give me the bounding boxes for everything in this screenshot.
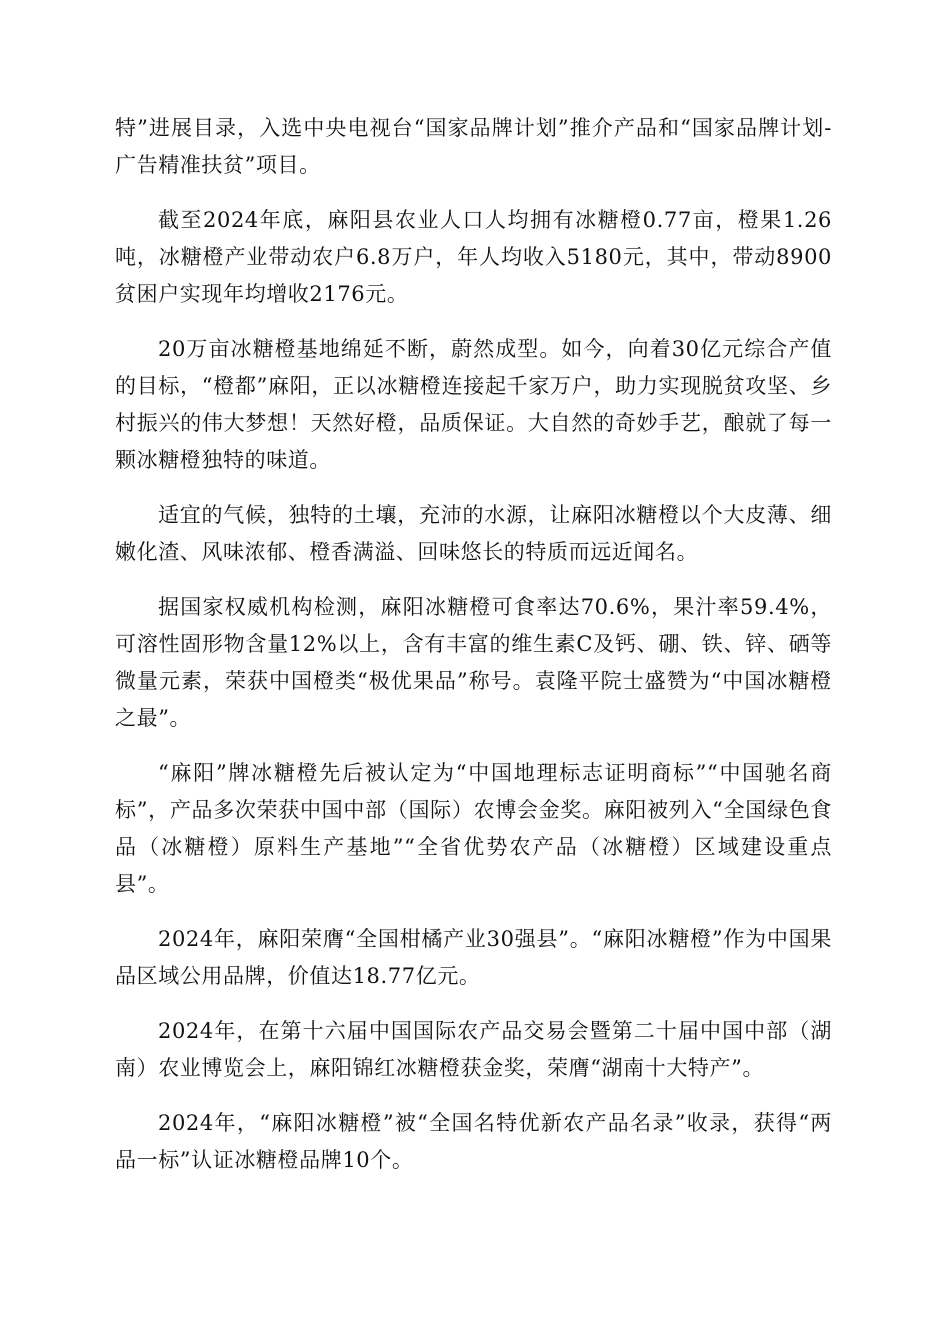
paragraph-4: 适宜的气候，独特的土壤，充沛的水源，让麻阳冰糖橙以个大皮薄、细嫩化渣、风味浓郁、橙香满溢、回味悠长的特质而远近闻名。: [115, 503, 832, 564]
paragraph-9: 2024年，“麻阳冰糖橙”被“全国名特优新农产品名录”收录，获得“两品一标”认证冰糖橙品牌10个。: [115, 1111, 832, 1172]
paragraph-2: 截至2024年底，麻阳县农业人口人均拥有冰糖橙0.77亩，橙果1.26吨，冰糖橙产业带动农户6.8万户，年人均收入5180元，其中，带动8900贫困户实现年均增收2176元。: [115, 208, 832, 306]
paragraph-8: 2024年，在第十六届中国国际农产品交易会暨第二十届中国中部（湖南）农业博览会上，麻阳锦红冰糖橙获金奖，荣膺“湖南十大特产”。: [115, 1019, 832, 1080]
paragraph-1: 特”进展目录，入选中央电视台“国家品牌计划”推介产品和“国家品牌计划-广告精准扶贫”项目。: [115, 116, 832, 177]
paragraph-5: 据国家权威机构检测，麻阳冰糖橙可食率达70.6%，果汁率59.4%，可溶性固形物含量12%以上，含有丰富的维生素C及钙、硼、铁、锌、硒等微量元素，荣获中国橙类“极优果品”称号。袁隆平院士盛赞为“中国冰糖橙之最”。: [115, 595, 832, 730]
paragraph-3: 20万亩冰糖橙基地绵延不断，蔚然成型。如今，向着30亿元综合产值的目标，“橙都”麻阳，正以冰糖橙连接起千家万户，助力实现脱贫攻坚、乡村振兴的伟大梦想！天然好橙，品质保证。大自然的奇妙手艺，酿就了每一颗冰糖橙独特的味道。: [115, 337, 832, 472]
paragraph-6: “麻阳”牌冰糖橙先后被认定为“中国地理标志证明商标”“中国驰名商标”，产品多次荣获中国中部（国际）农博会金奖。麻阳被列入“全国绿色食品（冰糖橙）原料生产基地”“全省优势农产品（冰糖橙）区域建设重点县”。: [115, 761, 832, 896]
paragraph-7: 2024年，麻阳荣膺“全国柑橘产业30强县”。“麻阳冰糖橙”作为中国果品区域公用品牌，价值达18.77亿元。: [115, 927, 832, 988]
